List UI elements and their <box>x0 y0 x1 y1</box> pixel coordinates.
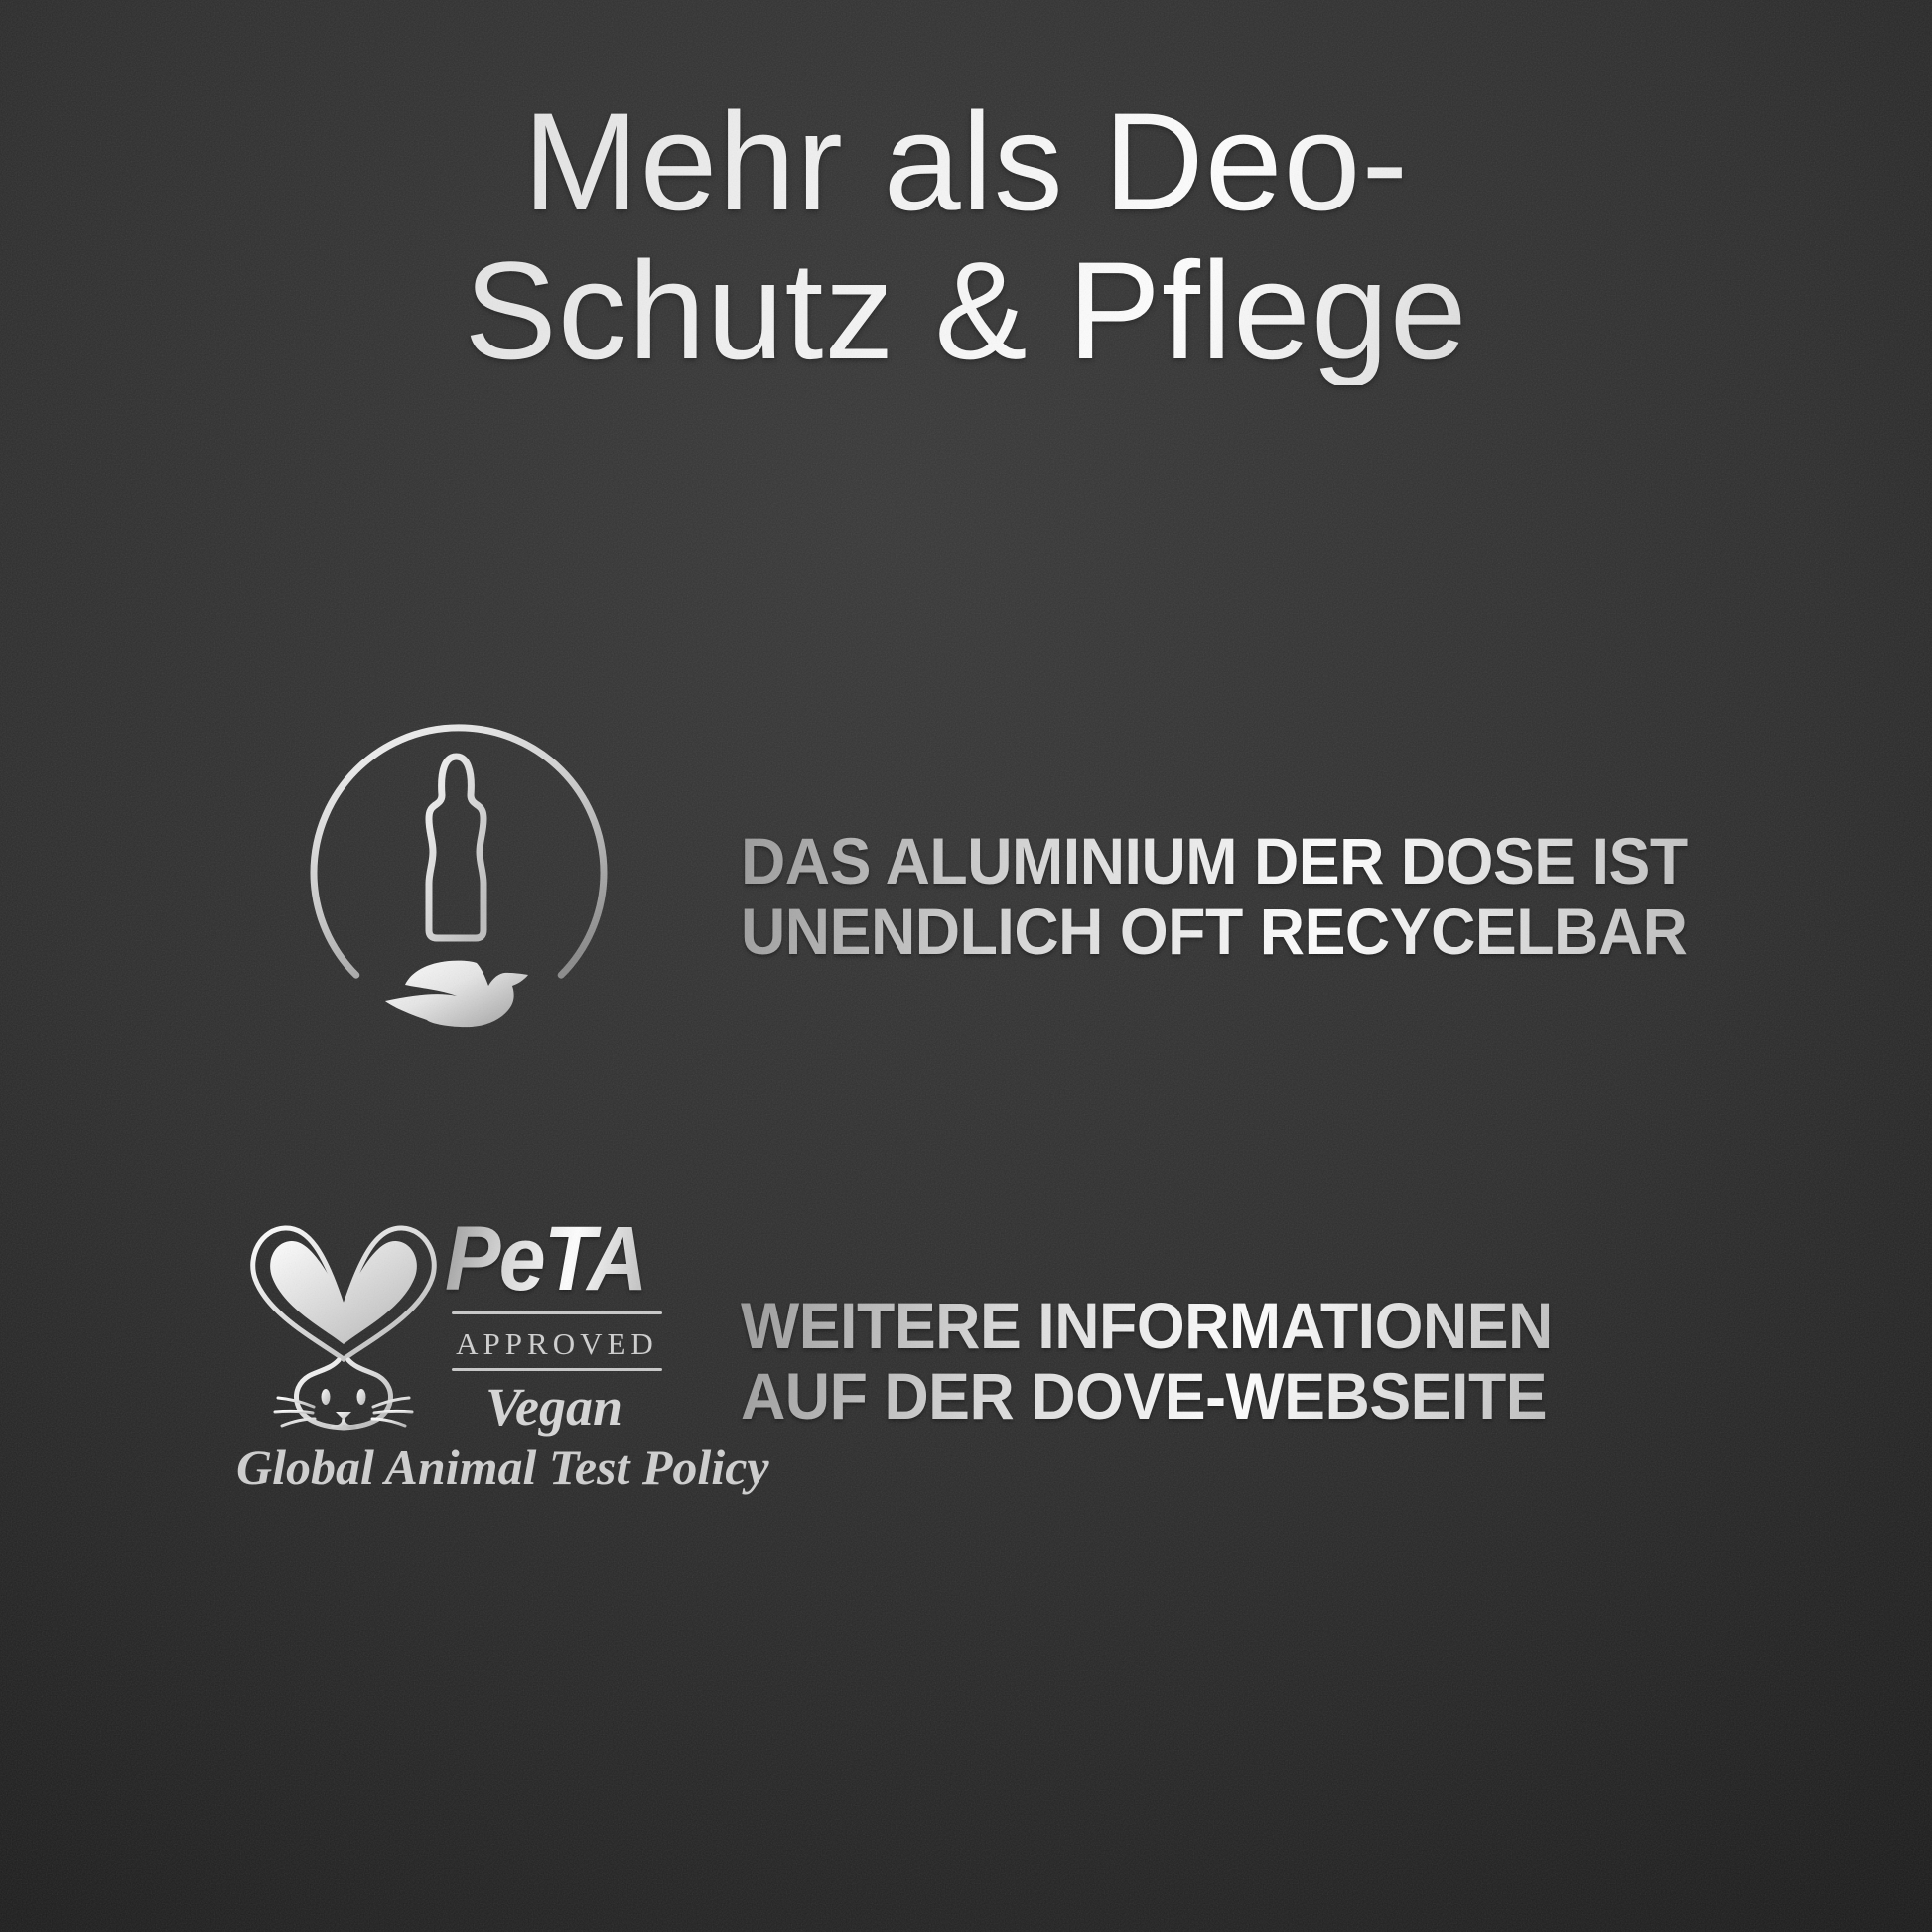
bunny-nose <box>336 1412 351 1420</box>
benefit-website-line-2: AUF DER DOVE-WEBSEITE <box>741 1359 1548 1433</box>
peta-policy-label: Global Animal Test Policy <box>236 1440 769 1495</box>
bunny-eye-right <box>357 1389 366 1405</box>
title-line-1: Mehr als Deo- <box>522 83 1410 239</box>
recyclable-deo-can-circle-dove-icon <box>310 722 608 1035</box>
peta-bunny-icon <box>244 1219 443 1448</box>
benefit-website-line-1: WEITERE INFORMATIONEN <box>741 1289 1553 1362</box>
dove-bird-silhouette <box>385 961 528 1028</box>
bunny-eye-left <box>322 1389 331 1405</box>
peta-divider-top <box>452 1311 662 1314</box>
peta-divider-bottom <box>452 1368 662 1371</box>
peta-wordmark: PeTA <box>445 1208 646 1310</box>
benefit-recycle-line-1: DAS ALUMINIUM DER DOSE IST <box>741 824 1688 897</box>
deo-can-outline <box>429 757 483 938</box>
benefit-text-recycle <box>741 826 1688 967</box>
title-line-2: Schutz & Pflege <box>464 232 1468 388</box>
page-title <box>0 83 1932 388</box>
peta-approved-label: APPROVED <box>456 1326 658 1361</box>
heart-ears-fill <box>270 1241 417 1344</box>
benefit-text-website <box>741 1291 1553 1432</box>
peta-vegan-label: Vegan <box>484 1377 623 1437</box>
benefit-recycle-line-2: UNENDLICH OFT RECYCELBAR <box>741 895 1688 968</box>
